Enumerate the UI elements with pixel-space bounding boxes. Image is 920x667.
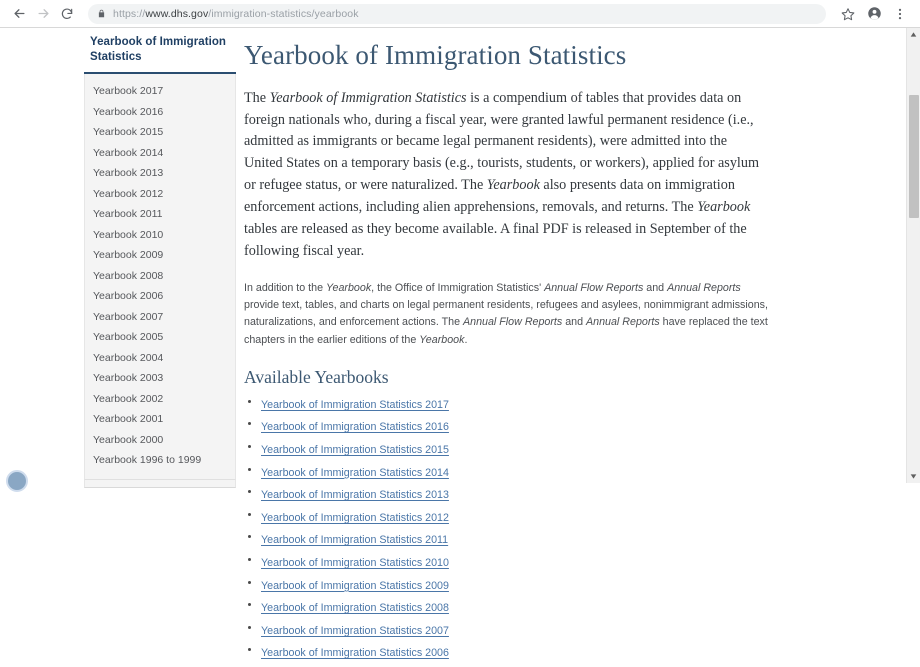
intro-text-3: also presents data on immigration enforcement actions, including alien apprehensions, removals, and returns. The — [244, 177, 735, 215]
sec-text-4: provide text, tables, and charts on legal permanent residents, refugees and asylees, nonimmigrant admissions, naturalizations, and enforcement actions. The — [244, 298, 768, 329]
sidebar-footer-spacer — [84, 480, 236, 488]
sidebar-item-yearbook-2013[interactable]: Yearbook 2013 — [93, 167, 164, 180]
forward-button[interactable] — [32, 3, 54, 25]
yearbook-link-2008[interactable]: Yearbook of Immigration Statistics 2008 — [261, 602, 449, 615]
sidebar-item-yearbook-2012[interactable]: Yearbook 2012 — [93, 187, 164, 200]
sec-em-6: Yearbook — [419, 333, 465, 346]
main-content — [244, 28, 768, 667]
sec-text-5: and — [562, 316, 587, 329]
list-item — [244, 441, 768, 457]
intro-em-2: Yearbook — [486, 177, 540, 194]
yearbook-link-2012[interactable]: Yearbook of Immigration Statistics 2012 — [261, 511, 449, 524]
available-yearbooks-heading: Available Yearbooks — [244, 366, 389, 387]
sec-text-2: , the Office of Immigration Statistics' — [371, 281, 545, 294]
url-path: /immigration-statistics/yearbook — [208, 7, 359, 20]
sec-em-2: Annual Flow Reports — [544, 281, 644, 294]
sidebar-item-list — [84, 74, 236, 480]
sec-text-7: . — [464, 333, 468, 346]
yearbook-link-2013[interactable]: Yearbook of Immigration Statistics 2013 — [261, 489, 449, 502]
address-bar[interactable] — [88, 4, 826, 24]
sec-em-1: Yearbook — [326, 281, 372, 294]
star-icon[interactable] — [836, 2, 860, 26]
yearbook-link-2006[interactable]: Yearbook of Immigration Statistics 2006 — [261, 647, 449, 660]
account-avatar-icon[interactable] — [862, 2, 886, 26]
sec-em-5: Annual Reports — [586, 316, 660, 329]
toolbar-actions — [834, 2, 912, 26]
scroll-up-arrow-icon[interactable] — [907, 28, 920, 41]
list-item — [244, 531, 768, 547]
sidebar-item-yearbook-2003[interactable]: Yearbook 2003 — [93, 372, 164, 385]
yearbook-link-2007[interactable]: Yearbook of Immigration Statistics 2007 — [261, 624, 449, 637]
list-item — [244, 577, 768, 593]
yearbook-link-2015[interactable]: Yearbook of Immigration Statistics 2015 — [261, 444, 449, 457]
intro-text-1: The — [244, 89, 270, 106]
sidebar-item-yearbook-2002[interactable]: Yearbook 2002 — [93, 392, 164, 405]
yearbook-link-2014[interactable]: Yearbook of Immigration Statistics 2014 — [261, 466, 449, 479]
list-item — [244, 486, 768, 502]
sidebar-item-yearbook-2017[interactable]: Yearbook 2017 — [93, 85, 164, 98]
intro-text-2: is a compendium of tables that provides data on foreign nationals who, during a fiscal year, were granted lawful permanent residence (i.e., admitted as immigrants or became legal permanent residents), were admitted into the United States on a temporary basis (e.g., tourists, students, or workers), applied for asylum or refugee status, or were naturalized. The — [244, 89, 759, 194]
sec-text-3: and — [643, 281, 668, 294]
yearbook-link-2010[interactable]: Yearbook of Immigration Statistics 2010 — [261, 557, 449, 570]
list-item — [244, 396, 768, 412]
yearbook-link-2017[interactable]: Yearbook of Immigration Statistics 2017 — [261, 398, 449, 411]
list-item — [244, 622, 768, 638]
scrollbar-thumb[interactable] — [909, 95, 919, 218]
sec-em-4: Annual Flow Reports — [463, 316, 563, 329]
sec-text-6: have replaced the text chapters in the earlier editions of the — [244, 316, 768, 346]
list-item — [244, 418, 768, 434]
sidebar-item-yearbook-2009[interactable]: Yearbook 2009 — [93, 249, 164, 262]
list-item — [244, 554, 768, 570]
yearbook-link-2011[interactable]: Yearbook of Immigration Statistics 2011 — [261, 534, 449, 547]
intro-em-1: Yearbook of Immigration Statistics — [269, 89, 467, 106]
intro-em-3: Yearbook — [697, 198, 751, 215]
scroll-down-arrow-icon[interactable] — [907, 470, 920, 483]
intro-paragraph — [244, 88, 768, 263]
yearbook-link-list — [244, 396, 768, 661]
lock-icon — [97, 8, 106, 19]
sidebar-item-yearbook-2014[interactable]: Yearbook 2014 — [93, 146, 164, 159]
sidebar-item-yearbook-2007[interactable]: Yearbook 2007 — [93, 310, 164, 323]
address-bar-url — [113, 8, 359, 20]
sec-text-1: In addition to the — [244, 281, 326, 294]
intro-text-4: tables are released as they become available. A final PDF is released in September of the following fiscal year. — [244, 220, 747, 259]
sec-em-3: Annual Reports — [667, 281, 741, 294]
sidebar-item-yearbook-2015[interactable]: Yearbook 2015 — [93, 126, 164, 139]
back-button[interactable] — [8, 3, 30, 25]
sidebar — [84, 28, 236, 488]
list-item — [244, 644, 768, 660]
url-scheme: https:// — [113, 7, 146, 20]
list-item — [244, 509, 768, 525]
sidebar-item-yearbook-2016[interactable]: Yearbook 2016 — [93, 105, 164, 118]
page-viewport — [0, 28, 920, 660]
sidebar-item-yearbook-2005[interactable]: Yearbook 2005 — [93, 331, 164, 344]
sidebar-title: Yearbook of Immigration Statistics — [90, 36, 226, 64]
three-dot-menu-icon[interactable] — [888, 2, 912, 26]
vertical-scrollbar[interactable] — [906, 28, 920, 483]
list-item — [244, 464, 768, 480]
secondary-paragraph — [244, 280, 768, 349]
sidebar-item-yearbook-2008[interactable]: Yearbook 2008 — [93, 269, 164, 282]
sidebar-item-yearbook-2006[interactable]: Yearbook 2006 — [93, 290, 164, 303]
yearbook-link-2016[interactable]: Yearbook of Immigration Statistics 2016 — [261, 421, 449, 434]
sidebar-item-yearbook-2011[interactable]: Yearbook 2011 — [93, 208, 163, 221]
sidebar-item-yearbook-1996-1999[interactable]: Yearbook 1996 to 1999 — [93, 454, 202, 467]
list-item — [244, 599, 768, 615]
browser-toolbar — [0, 0, 920, 28]
yearbook-link-2009[interactable]: Yearbook of Immigration Statistics 2009 — [261, 579, 449, 592]
url-host: www.dhs.gov — [145, 7, 209, 20]
sidebar-item-yearbook-2010[interactable]: Yearbook 2010 — [93, 228, 164, 241]
page-title: Yearbook of Immigration Statistics — [244, 40, 627, 70]
sidebar-item-yearbook-2001[interactable]: Yearbook 2001 — [93, 413, 164, 426]
chat-widget-bubble[interactable] — [6, 470, 28, 492]
sidebar-item-yearbook-2000[interactable]: Yearbook 2000 — [93, 433, 164, 446]
reload-button[interactable] — [56, 3, 78, 25]
sidebar-item-yearbook-2004[interactable]: Yearbook 2004 — [93, 351, 164, 364]
